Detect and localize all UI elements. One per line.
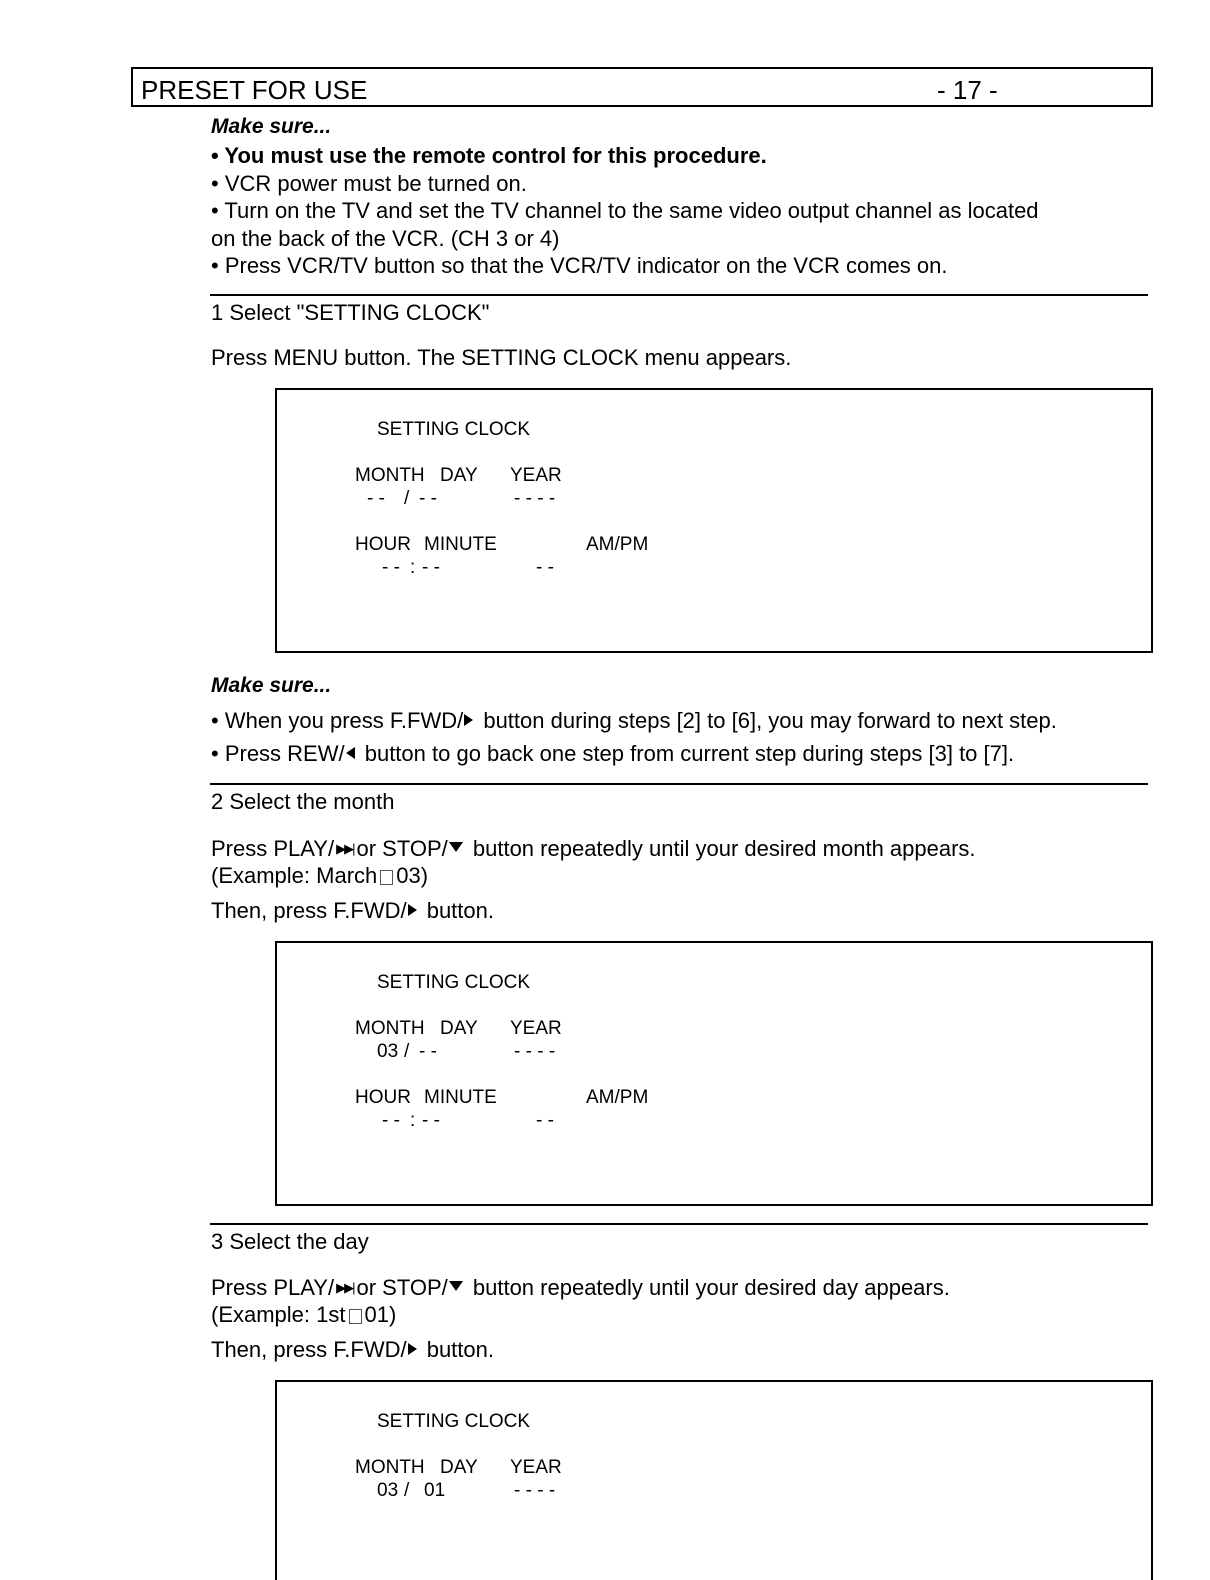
value-day: - -: [419, 1041, 437, 1062]
step2-title: 2 Select the month: [211, 789, 395, 814]
intro-bullet-tv-cont: on the back of the VCR. (CH 3 or 4): [211, 226, 560, 251]
step2-instruction: [211, 836, 976, 862]
screen-title: SETTING CLOCK: [377, 972, 531, 993]
page-number: - 17 -: [937, 75, 998, 105]
page-header: [131, 67, 1153, 107]
value-day: 01: [424, 1480, 446, 1501]
setting-clock-screen-3: [275, 1380, 1153, 1580]
label-month: MONTH: [355, 1018, 425, 1039]
step1-title: 1 Select "SETTING CLOCK": [211, 300, 490, 325]
note-fwd-line: [211, 708, 1057, 734]
step3-title: 3 Select the day: [211, 1229, 369, 1254]
label-minute: MINUTE: [424, 1087, 497, 1108]
down-arrow-icon: [449, 842, 463, 852]
step2-divider: [210, 783, 1148, 785]
colon: :: [410, 557, 416, 578]
label-day: DAY: [440, 1457, 478, 1478]
arrow-placeholder-icon: [349, 1309, 362, 1324]
forward-arrow-icon: [464, 714, 473, 726]
step3-example: [211, 1302, 396, 1328]
step2-example-a: (Example: March: [211, 863, 378, 888]
step3-text-a: Press PLAY/: [211, 1275, 335, 1300]
label-year: YEAR: [510, 1018, 562, 1039]
value-hour: - -: [382, 557, 400, 578]
note-fwd-text-a: • When you press F.FWD/: [211, 708, 464, 733]
value-minute: - -: [422, 1110, 440, 1131]
section-title: PRESET FOR USE: [141, 75, 368, 105]
step2-text-a: Press PLAY/: [211, 836, 335, 861]
label-hour: HOUR: [355, 534, 411, 555]
label-year: YEAR: [510, 465, 562, 486]
value-year: - - - -: [514, 488, 556, 509]
label-hour: HOUR: [355, 1087, 411, 1108]
step2-example: [211, 863, 428, 889]
step2-text-b: or STOP/: [356, 836, 448, 861]
step3-divider: [210, 1223, 1148, 1225]
value-year: - - - -: [514, 1480, 556, 1501]
step2-example-b: 03): [396, 863, 429, 888]
step3-text-c: button repeatedly until your desired day appears.: [466, 1275, 950, 1300]
note-heading: Make sure...: [211, 674, 332, 697]
fast-forward-icon: ▶▶|: [336, 1280, 354, 1295]
step1-divider: [210, 294, 1148, 296]
forward-arrow-icon: [408, 1343, 417, 1355]
arrow-placeholder-icon: [380, 870, 393, 885]
intro-bullet-remote: • You must use the remote control for this procedure.: [211, 143, 767, 168]
intro-bullet-tv: • Turn on the TV and set the TV channel to the same video output channel as located: [211, 198, 1039, 223]
step2-text-c: button repeatedly until your desired month appears.: [466, 836, 976, 861]
step1-instruction: Press MENU button. The SETTING CLOCK menu appears.: [211, 345, 792, 370]
note-rew-line: [211, 741, 1014, 767]
value-ampm: - -: [536, 557, 554, 578]
label-ampm: AM/PM: [586, 534, 649, 555]
step2-then: [211, 898, 494, 924]
rewind-arrow-icon: [346, 747, 355, 759]
label-ampm: AM/PM: [586, 1087, 649, 1108]
label-day: DAY: [440, 465, 478, 486]
step2-then-a: Then, press F.FWD/: [211, 898, 407, 923]
step3-then: [211, 1337, 494, 1363]
intro-heading: Make sure...: [211, 115, 332, 138]
note-rew-text-b: button to go back one step from current step during steps [3] to [7].: [358, 741, 1015, 766]
note-rew-text-a: • Press REW/: [211, 741, 345, 766]
step3-text-b: or STOP/: [356, 1275, 448, 1300]
forward-arrow-icon: [408, 904, 417, 916]
step2-then-b: button.: [420, 898, 494, 923]
slash: /: [404, 1480, 410, 1501]
step3-example-b: 01): [364, 1302, 397, 1327]
label-month: MONTH: [355, 1457, 425, 1478]
value-day: - -: [419, 488, 437, 509]
label-month: MONTH: [355, 465, 425, 486]
note-fwd-text-b: button during steps [2] to [6], you may forward to next step.: [477, 708, 1057, 733]
value-year: - - - -: [514, 1041, 556, 1062]
setting-clock-screen-1: [275, 388, 1153, 653]
down-arrow-icon: [449, 1281, 463, 1291]
label-day: DAY: [440, 1018, 478, 1039]
screen-title: SETTING CLOCK: [377, 1411, 531, 1432]
label-minute: MINUTE: [424, 534, 497, 555]
value-hour: - -: [382, 1110, 400, 1131]
step3-then-a: Then, press F.FWD/: [211, 1337, 407, 1362]
screen-title: SETTING CLOCK: [377, 419, 531, 440]
colon: :: [410, 1110, 416, 1131]
intro-bullet-vcrtv: • Press VCR/TV button so that the VCR/TV indicator on the VCR comes on.: [211, 253, 948, 278]
step3-example-a: (Example: 1st: [211, 1302, 346, 1327]
slash: /: [404, 488, 410, 509]
step3-instruction: [211, 1275, 950, 1301]
value-ampm: - -: [536, 1110, 554, 1131]
value-month: 03: [377, 1041, 399, 1062]
intro-bullet-power: • VCR power must be turned on.: [211, 171, 527, 196]
step3-then-b: button.: [420, 1337, 494, 1362]
value-month: 03: [377, 1480, 399, 1501]
label-year: YEAR: [510, 1457, 562, 1478]
fast-forward-icon: ▶▶|: [336, 841, 354, 856]
slash: /: [404, 1041, 410, 1062]
value-month: - -: [367, 488, 385, 509]
setting-clock-screen-2: [275, 941, 1153, 1206]
value-minute: - -: [422, 557, 440, 578]
